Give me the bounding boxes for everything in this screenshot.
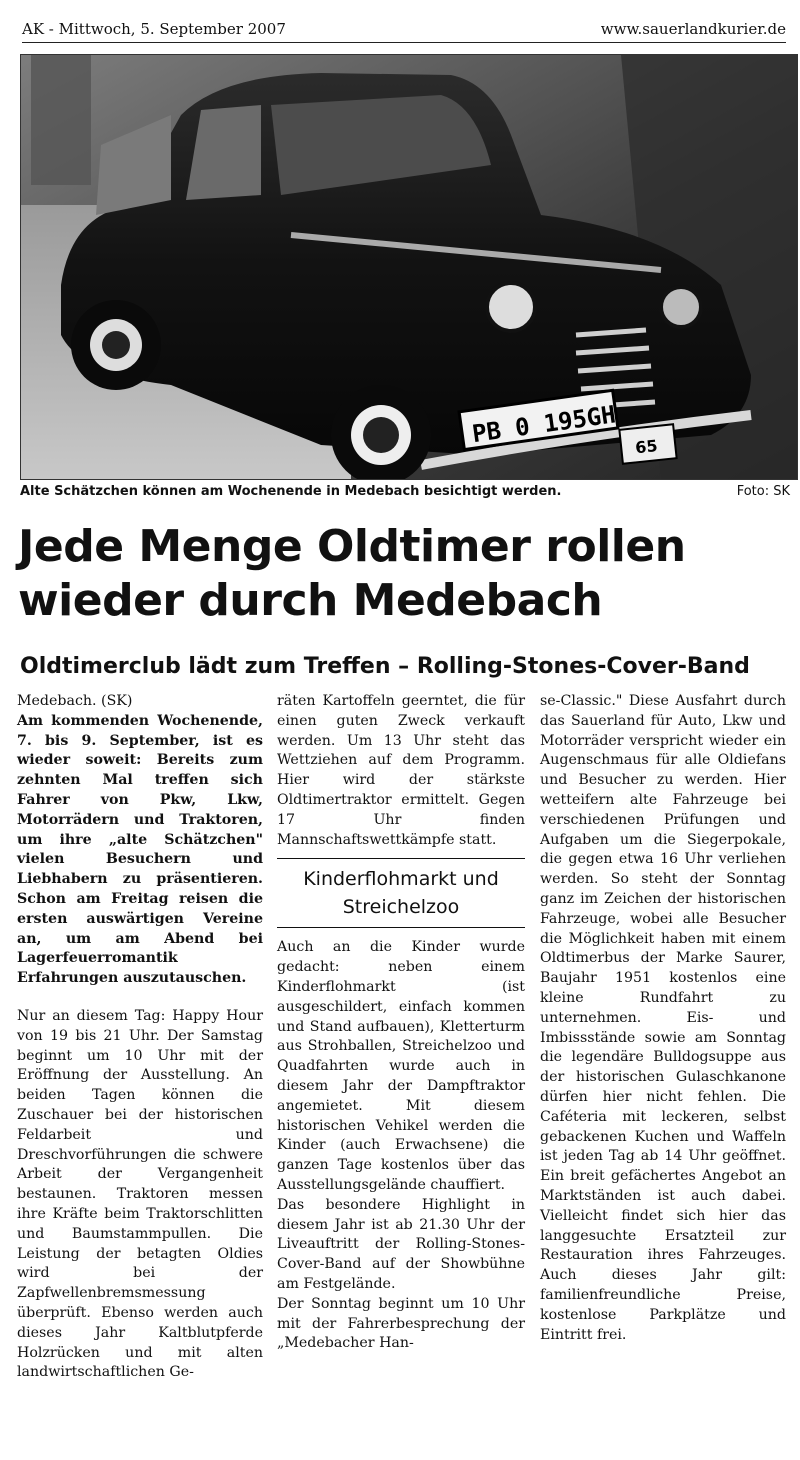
subheadline: Oldtimerclub lädt zum Treffen – Rolling-Stones-Cover-Band: [20, 654, 750, 679]
body-paragraph: Der Sonntag beginnt um 10 Uhr mit der Fahrerbesprechung der „Medebacher Han-: [277, 1295, 525, 1352]
lead-paragraph: Am kommenden Wochenende, 7. bis 9. September, ist es wieder soweit: Bereits zum zehnten Mal treffen sich Fahrer von Pkw, Lkw, Motorrädern und Traktoren, um ihre „alte Schätzchen" vielen Besuchern und Liebhabern zu präsentieren. Schon am Freitag reisen die ersten auswärtigen Vereine an, um am Abend bei Lagerfeuerromantik Erfahrungen auszutauschen.: [17, 712, 263, 987]
article-column-3: [540, 692, 786, 1345]
page-header: [22, 16, 786, 43]
body-paragraph: Das besondere Highlight in diesem Jahr ist ab 21.30 Uhr der Liveauftritt der Rolling-Stones-Cover-Band auf der Showbühne am Festgelände.: [277, 1196, 525, 1292]
section-title: Kinderflohmarkt und Streichelzoo: [303, 868, 499, 919]
dateline: Medebach. (SK): [17, 693, 133, 709]
licence-plate-text: PB 0 195GH: [470, 400, 618, 449]
photo-credit: Foto: SK: [736, 484, 790, 499]
body-paragraph: räten Kartoffeln geerntet, die für einen guten Zweck verkauft werden. Um 13 Uhr steht das Wettziehen auf dem Programm. Hier wird der stärkste Oldtimertraktor ermittelt. Gegen 17 Uhr finden Mannschaftswettkämpfe statt.: [277, 693, 525, 848]
article-column-2: [277, 692, 525, 1354]
oldtimer-photo: [20, 54, 798, 480]
headline: Jede Menge Oldtimer rollen wieder durch Medebach: [18, 521, 686, 626]
rally-badge-text: 65: [634, 436, 659, 458]
website-url: www.sauerlandkurier.de: [600, 20, 786, 38]
body-paragraph: Auch an die Kinder wurde gedacht: neben einem Kinderflohmarkt (ist ausgeschildert, einfach kommen und Stand aufbauen), Kletterturm aus Strohballen, Streichelzoo und Quadfahrten wurde auch in diesem Jahr der Dampftraktor angemietet. Mit diesem historischen Vehikel werden die Kinder (auch Erwachsene) die ganzen Tage kostenlos über das Ausstellungsgelände chauffiert.: [277, 939, 525, 1193]
divider: [277, 927, 525, 928]
article-column-1: [17, 692, 263, 1383]
divider: [277, 858, 525, 859]
body-paragraph: Nur an diesem Tag: Happy Hour von 19 bis 21 Uhr. Der Samstag beginnt um 10 Uhr mit der Eröffnung der Ausstellung. An beiden Tagen können die Zuschauer bei der historischen Feldarbeit und Dreschvorführungen die schwere Arbeit der Vergangenheit bestaunen. Traktoren messen ihre Kräfte beim Traktorschlitten und Baumstammpullen. Die Leistung der betagten Oldies wird bei der Zapfwellenbremsmessung überprüft. Ebenso werden auch dieses Jahr Kaltblutpferde Holzrücken und mit alten landwirtschaftlichen Ge-: [17, 1007, 263, 1381]
photo-caption: [20, 484, 790, 504]
body-paragraph: se-Classic." Diese Ausfahrt durch das Sauerland für Auto, Lkw und Motorräder verspricht wieder ein Augenschmaus für alle Oldiefans und Besucher zu werden. Hier wetteifern alte Fahrzeuge bei verschiedenen Prüfungen und Aufgaben um die Siegerpokale, die gegen etwa 16 Uhr verliehen werden. So steht der Sonntag ganz im Zeichen der historischen Fahrzeuge, wobei alle Besucher die Möglichkeit haben mit einem Oldtimerbus der Marke Saurer, Baujahr 1951 kostenlos eine kleine Rundfahrt zu unternehmen. Eis- und Imbissstände sowie am Sonntag die legendäre Bulldogsuppe aus der historischen Gulaschkanone dürfen hier nicht fehlen. Die Caféteria mit leckeren, selbst gebackenen Kuchen und Waffeln ist jeden Tag ab 14 Uhr geöffnet. Ein breit gefächertes Angebot an Marktständen ist auch dabei. Vielleicht findet sich hier das langgesuchte Ersatzteil zur Restauration ihres Fahrzeuges. Auch dieses Jahr gilt: familienfreundliche Preise, kostenlose Parkplätze und Eintritt frei.: [540, 693, 786, 1343]
issue-date: AK - Mittwoch, 5. September 2007: [22, 20, 286, 38]
car-illustration: [21, 55, 797, 479]
caption-text: Alte Schätzchen können am Wochenende in Medebach besichtigt werden.: [20, 484, 562, 499]
